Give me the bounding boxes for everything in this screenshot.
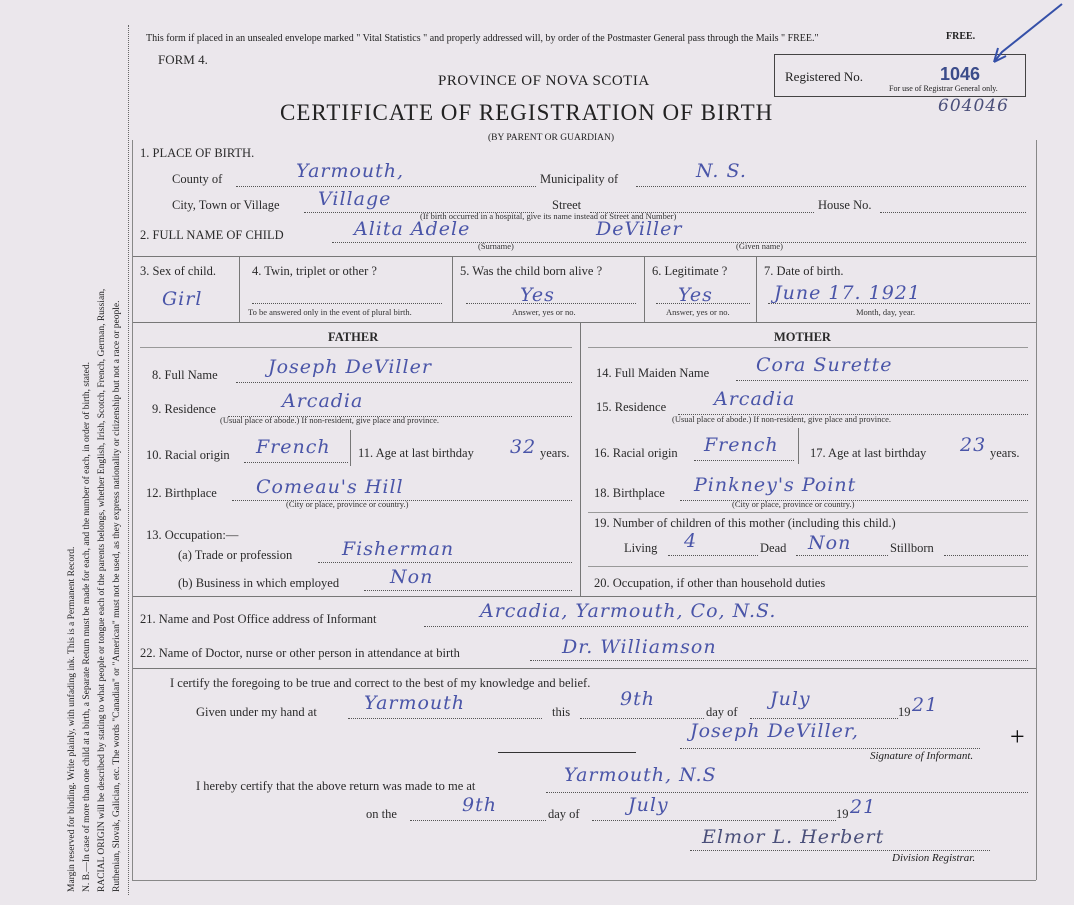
street-label: Street <box>552 198 582 212</box>
province-heading: PROVINCE OF NOVA SCOTIA <box>438 73 650 89</box>
certify-statement: I certify the foregoing to be true and correct to the best of my knowledge and belief. <box>170 676 591 690</box>
mother-residence-value: Arcadia <box>714 388 796 410</box>
dead-value: Non <box>808 532 852 554</box>
father-name-label: 8. Full Name <box>152 368 218 382</box>
margin-divider <box>128 25 129 895</box>
mailing-notice: This form if placed in an unsealed envelope marked " Vital Statistics " and properly addressed will, by order of the Postmaster General pass through the Mails " FREE." <box>146 33 819 44</box>
day-value: 9th <box>620 688 655 710</box>
father-race-value: French <box>256 436 331 458</box>
day-line <box>580 718 704 719</box>
county-line <box>236 186 536 187</box>
twin-line <box>252 303 442 304</box>
right-frame <box>1036 140 1037 880</box>
municipality-line <box>636 186 1026 187</box>
dead-label: Dead <box>760 541 787 555</box>
certificate-title: CERTIFICATE OF REGISTRATION OF BIRTH <box>280 100 774 125</box>
municipality-label: Municipality of <box>540 172 619 186</box>
margin-note-1: Margin reserved for binding. Write plainly, with unfading ink. This is a Permanent Record. <box>67 546 77 892</box>
left-frame <box>132 140 133 880</box>
father-occupation-label: 13. Occupation:— <box>146 528 239 542</box>
city-label: City, Town or Village <box>172 198 280 212</box>
municipality-value: N. S. <box>696 160 747 182</box>
col-divider <box>644 256 645 322</box>
informant-line <box>424 626 1028 627</box>
father-age-value: 32 <box>510 436 537 458</box>
father-trade-value: Fisherman <box>342 538 455 560</box>
twin-note: To be answered only in the event of plural birth. <box>248 307 412 317</box>
father-biz-line <box>364 590 572 591</box>
given-under-label: Given under my hand at <box>196 705 317 719</box>
stillborn-line <box>944 555 1028 556</box>
given-name-note: (Given name) <box>736 241 783 251</box>
dob-value: June 17. 1921 <box>774 282 921 304</box>
house-label: House No. <box>818 198 872 212</box>
this-label: this <box>552 705 571 719</box>
reg-day-of-label: day of <box>548 807 580 821</box>
informant-signature: Joseph DeViller, <box>690 720 859 742</box>
mother-race-label: 16. Racial origin <box>594 446 678 460</box>
sex-label: 3. Sex of child. <box>140 264 217 278</box>
informant-label: 21. Name and Post Office address of Informant <box>140 612 377 626</box>
mother-residence-label: 15. Residence <box>596 400 667 414</box>
mother-birthplace-value: Pinkney's Point <box>694 474 857 496</box>
row-divider <box>132 256 1036 257</box>
bottom-frame <box>132 880 1036 881</box>
reg-place-line <box>546 792 1028 793</box>
row-divider <box>132 668 1036 669</box>
mother-race-line <box>694 460 794 461</box>
month-value: July <box>770 688 811 710</box>
margin-note-3: RACIAL ORIGIN will be described by stating to what people or tongue each of the parents belongs, whether English, Irish, Scotch, French, German, Russian, <box>97 288 107 892</box>
city-value: Village <box>318 188 392 210</box>
reg-year-prefix: 19 <box>836 807 849 821</box>
col-divider <box>756 256 757 322</box>
mother-name-label: 14. Full Maiden Name <box>596 366 710 380</box>
on-the-label: on the <box>366 807 397 821</box>
doctor-label: 22. Name of Doctor, nurse or other person in attendance at birth <box>140 646 460 660</box>
mother-birthplace-label: 18. Birthplace <box>594 486 665 500</box>
father-business-label: (b) Business in which employed <box>178 576 340 590</box>
legitimate-label: 6. Legitimate ? <box>652 264 728 278</box>
mother-heading-rule <box>588 347 1028 348</box>
dob-note: Month, day, year. <box>856 307 916 317</box>
free-mark: FREE. <box>946 31 976 42</box>
legitimate-value: Yes <box>678 284 713 306</box>
informant-value: Arcadia, Yarmouth, Co, N.S. <box>480 600 777 622</box>
father-birthplace-value: Comeau's Hill <box>256 476 404 498</box>
living-line <box>668 555 758 556</box>
alive-label: 5. Was the child born alive ? <box>460 264 603 278</box>
sex-value: Girl <box>162 288 203 310</box>
father-race-label: 10. Racial origin <box>146 448 230 462</box>
signature-line <box>680 748 980 749</box>
child-name-line <box>332 242 1026 243</box>
extra-number: 604046 <box>938 96 1009 116</box>
signature-label: Signature of Informant. <box>870 750 974 762</box>
child-surname: DeViller <box>596 218 683 240</box>
living-value: 4 <box>684 530 698 552</box>
place-heading: 1. PLACE OF BIRTH. <box>140 146 255 160</box>
living-label: Living <box>624 541 658 555</box>
check-arrow-icon <box>980 0 1070 70</box>
doctor-value: Dr. Williamson <box>562 636 717 658</box>
father-age-label: 11. Age at last birthday <box>358 446 474 460</box>
father-trade-line <box>318 562 572 563</box>
mother-age-value: 23 <box>960 434 987 456</box>
mother-children-label: 19. Number of children of this mother (including this child.) <box>594 516 896 530</box>
margin-note-4: Ruthenian, Slovak, Galician, etc. The words "Canadian" or "American" must not be used, as they express nationality or citizenship but not a race or people. <box>112 300 122 892</box>
legitimate-note: Answer, yes or no. <box>666 307 730 317</box>
col-divider <box>452 256 453 322</box>
given-place-line <box>348 718 542 719</box>
twin-label: 4. Twin, triplet or other ? <box>252 264 377 278</box>
month-line <box>750 718 898 719</box>
father-business-value: Non <box>390 566 434 588</box>
registered-note: For use of Registrar General only. <box>889 84 998 93</box>
father-heading-rule <box>140 347 572 348</box>
child-given-names: Alita Adele <box>354 218 471 240</box>
day-of-label: day of <box>706 705 738 719</box>
father-trade-label: (a) Trade or profession <box>178 548 293 562</box>
blank-line <box>498 752 636 753</box>
father-bp-note: (City or place, province or country.) <box>286 499 409 509</box>
mother-bp-note: (City or place, province or country.) <box>732 499 855 509</box>
mother-race-value: French <box>704 434 779 456</box>
registrar-signature: Elmor L. Herbert <box>702 826 885 848</box>
mother-name-line <box>736 380 1028 381</box>
row-divider <box>132 596 1036 597</box>
col-divider <box>350 430 351 466</box>
registrar-label: Division Registrar. <box>892 852 976 864</box>
registrar-statement: I hereby certify that the above return was made to me at <box>196 779 476 793</box>
mother-rule <box>588 512 1028 513</box>
father-birthplace-label: 12. Birthplace <box>146 486 217 500</box>
dob-label: 7. Date of birth. <box>764 264 844 278</box>
registered-number: 1046 <box>940 64 981 84</box>
col-divider <box>239 256 240 322</box>
registered-label: Registered No. <box>785 69 863 84</box>
mother-name-value: Cora Surette <box>756 354 893 376</box>
mother-rule <box>588 566 1028 567</box>
child-name-label: 2. FULL NAME OF CHILD <box>140 228 284 242</box>
mother-age-label: 17. Age at last birthday <box>810 446 927 460</box>
registrar-month-value: July <box>628 794 669 816</box>
father-years: years. <box>540 446 570 460</box>
year-value: 21 <box>912 694 939 716</box>
county-value: Yarmouth, <box>296 160 405 182</box>
mother-years: years. <box>990 446 1020 460</box>
father-race-line <box>244 462 348 463</box>
mother-heading: MOTHER <box>774 330 831 344</box>
signature-mark: + <box>1010 722 1025 751</box>
father-residence-value: Arcadia <box>282 390 364 412</box>
parents-divider <box>580 322 581 596</box>
father-heading: FATHER <box>328 330 379 344</box>
house-line <box>880 212 1026 213</box>
father-residence-label: 9. Residence <box>152 402 216 416</box>
reg-month-line <box>592 820 836 821</box>
row-divider <box>132 322 1036 323</box>
given-place-value: Yarmouth <box>364 692 466 714</box>
registrar-place-value: Yarmouth, N.S <box>564 764 717 786</box>
registrar-day-value: 9th <box>462 794 497 816</box>
stillborn-label: Stillborn <box>890 541 934 555</box>
registrar-sig-line <box>690 850 990 851</box>
dead-line <box>796 555 888 556</box>
year-prefix: 19 <box>898 705 911 719</box>
father-name-line <box>236 382 572 383</box>
surname-note: (Surname) <box>478 241 514 251</box>
mother-occupation-label: 20. Occupation, if other than household duties <box>594 576 826 590</box>
registrar-year-value: 21 <box>850 796 877 818</box>
reg-day-line <box>410 820 546 821</box>
doctor-line <box>530 660 1028 661</box>
form-number: FORM 4. <box>158 52 208 67</box>
col-divider <box>798 428 799 464</box>
hospital-note: (If birth occurred in a hospital, give its name instead of Street and Number) <box>420 211 677 221</box>
county-label: County of <box>172 172 223 186</box>
alive-value: Yes <box>520 284 555 306</box>
certificate-subtitle: (BY PARENT OR GUARDIAN) <box>488 133 615 143</box>
father-res-note: (Usual place of abode.) If non-resident, give place and province. <box>220 415 440 425</box>
alive-note: Answer, yes or no. <box>512 307 576 317</box>
father-name-value: Joseph DeViller <box>268 356 432 378</box>
mother-res-note: (Usual place of abode.) If non-resident, give place and province. <box>672 414 892 424</box>
margin-note-2: N. B.—In case of more than one child at a birth, a Separate Return must be made for each, and the number of each, in order of birth, stated. <box>82 362 92 892</box>
